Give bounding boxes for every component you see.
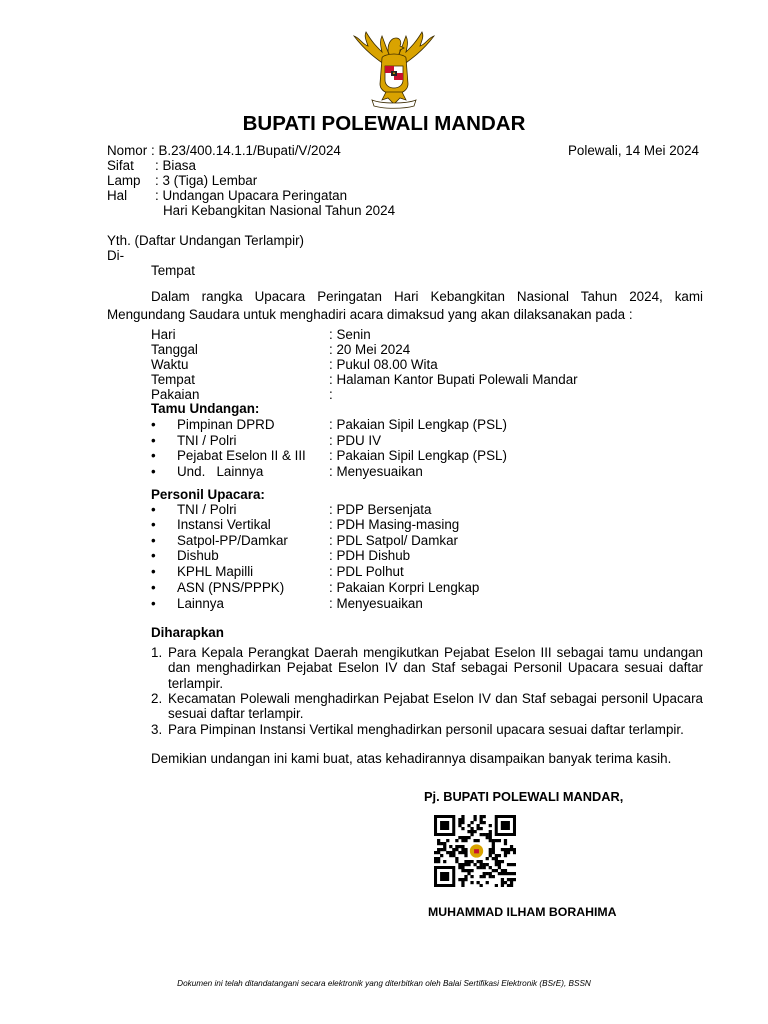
list-text: Para Pimpinan Instansi Vertikal menghadirkan personil upacara sesuai daftar terlampir. <box>168 722 684 737</box>
garuda-pancasila-emblem-icon <box>348 30 440 110</box>
personil-item-label: TNI / Polri <box>177 502 237 517</box>
personil-item-value: : Menyesuaikan <box>329 596 423 611</box>
intro-line-1: Dalam rangka Upacara Peringatan Hari Kebangkitan Nasional Tahun 2024, kami <box>151 289 703 304</box>
recipient-tempat: Tempat <box>151 263 195 278</box>
tamu-item-label: Pejabat Eselon II & III <box>177 448 306 463</box>
hal-value-line2: Hari Kebangkitan Nasional Tahun 2024 <box>163 203 396 218</box>
letter-date: Polewali, 14 Mei 2024 <box>567 143 699 158</box>
personil-heading: Personil Upacara: <box>151 487 265 502</box>
intro-line-2: Mengundang Saudara untuk menghadiri acara dimaksud yang akan dilaksanakan pada : <box>107 307 633 322</box>
signatory-name: MUHAMMAD ILHAM BORAHIMA <box>428 905 617 919</box>
list-number: 3. <box>151 722 163 737</box>
sifat-label: Sifat <box>107 158 134 173</box>
recipient-di: Di- <box>107 248 125 263</box>
recipient-yth: Yth. (Daftar Undangan Terlampir) <box>107 233 304 248</box>
event-tanggal-value: : 20 Mei 2024 <box>329 342 411 357</box>
tamu-item-label: TNI / Polri <box>177 433 237 448</box>
tamu-item-value: : Pakaian Sipil Lengkap (PSL) <box>329 448 507 463</box>
list-text: Para Kepala Perangkat Daerah mengikutkan Pejabat Eselon III sebagai tamu undangan dan menghadirkan Pejabat Eselon IV dan Staf sebagai Personil Upacara sesuai daftar terlampir. <box>168 645 703 691</box>
personil-item-value: : PDP Bersenjata <box>329 502 432 517</box>
qr-code-signature-icon <box>434 815 516 887</box>
personil-item-value: : PDL Polhut <box>329 564 404 579</box>
event-hari-value: : Senin <box>329 327 371 342</box>
personil-item-value: : PDH Masing-masing <box>329 517 460 532</box>
lamp-value: : 3 (Tiga) Lembar <box>155 173 258 188</box>
personil-item-value: : PDL Satpol/ Damkar <box>329 533 458 548</box>
event-tempat-value: : Halaman Kantor Bupati Polewali Mandar <box>329 372 578 387</box>
letter-title: BUPATI POLEWALI MANDAR <box>242 112 526 135</box>
event-waktu-label: Waktu <box>151 357 189 372</box>
list-number: 1. <box>151 645 163 660</box>
footer-note: Dokumen ini telah ditandatangani secara elektronik yang diterbitkan oleh Balai Sertifikasi Elektronik (BSrE), BSSN <box>177 979 591 988</box>
event-tempat-label: Tempat <box>151 372 195 387</box>
sifat-value: : Biasa <box>155 158 196 173</box>
tamu-heading: Tamu Undangan: <box>151 401 260 416</box>
personil-item-label: Lainnya <box>177 596 224 611</box>
tamu-item-value: : PDU IV <box>329 433 382 448</box>
event-waktu-value: : Pukul 08.00 Wita <box>329 357 438 372</box>
list-number: 2. <box>151 691 163 706</box>
event-hari-label: Hari <box>151 327 176 342</box>
event-tanggal-label: Tanggal <box>151 342 198 357</box>
tamu-item-value: : Menyesuaikan <box>329 464 423 479</box>
event-pakaian-label: Pakaian <box>151 387 200 402</box>
closing-text: Demikian undangan ini kami buat, atas kehadirannya disampaikan banyak terima kasih. <box>151 751 672 766</box>
hal-label: Hal <box>107 188 128 203</box>
personil-item-label: Dishub <box>177 548 219 563</box>
personil-item-value: : PDH Dishub <box>329 548 411 563</box>
personil-item-label: KPHL Mapilli <box>177 564 254 579</box>
list-text: Kecamatan Polewali menghadirkan Pejabat Eselon IV dan Staf sebagai personil Upacara sesuai daftar terlampir. <box>168 691 703 722</box>
personil-item-label: Satpol-PP/Damkar <box>177 533 288 548</box>
tamu-item-value: : Pakaian Sipil Lengkap (PSL) <box>329 417 507 432</box>
tamu-item-label: Pimpinan DPRD <box>177 417 275 432</box>
event-pakaian-value: : <box>329 387 333 402</box>
personil-item-value: : Pakaian Korpri Lengkap <box>329 580 480 595</box>
nomor-label: Nomor <box>107 143 148 158</box>
personil-item-label: Instansi Vertikal <box>177 517 271 532</box>
tamu-item-label: Und. Lainnya <box>177 464 264 479</box>
diharapkan-heading: Diharapkan <box>151 625 224 640</box>
signature-title: Pj. BUPATI POLEWALI MANDAR, <box>424 789 624 804</box>
hal-value-line1: : Undangan Upacara Peringatan <box>155 188 348 203</box>
lamp-label: Lamp <box>107 173 141 188</box>
nomor-value: : B.23/400.14.1.1/Bupati/V/2024 <box>151 143 341 158</box>
personil-item-label: ASN (PNS/PPPK) <box>177 580 285 595</box>
